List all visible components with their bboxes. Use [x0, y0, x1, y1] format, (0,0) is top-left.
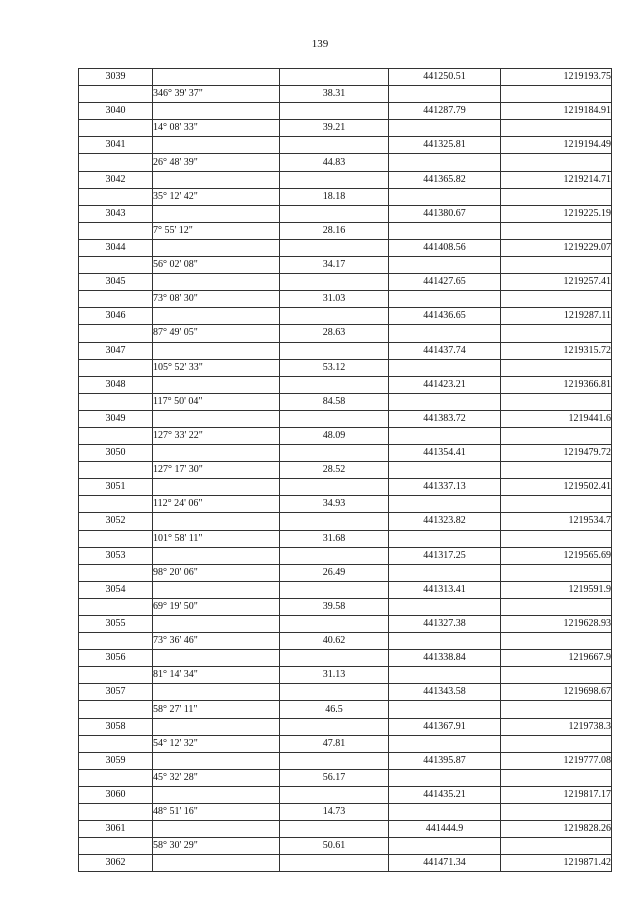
- northing-cell: [389, 633, 501, 650]
- northing-cell: 441427.65: [389, 274, 501, 291]
- point-number-cell: [79, 667, 153, 684]
- bearing-cell: [153, 684, 280, 701]
- northing-cell: 441437.74: [389, 342, 501, 359]
- northing-cell: 441380.67: [389, 205, 501, 222]
- northing-cell: 441436.65: [389, 308, 501, 325]
- table-row: [79, 393, 612, 410]
- table-row: [79, 718, 612, 735]
- easting-cell: [501, 393, 612, 410]
- point-number-cell: 3043: [79, 205, 153, 222]
- easting-cell: [501, 838, 612, 855]
- point-number-cell: 3049: [79, 410, 153, 427]
- distance-cell: [280, 581, 389, 598]
- bearing-cell: [153, 547, 280, 564]
- easting-cell: [501, 222, 612, 239]
- northing-cell: 441471.34: [389, 855, 501, 872]
- northing-cell: [389, 496, 501, 513]
- bearing-cell: 54° 12' 32": [153, 735, 280, 752]
- table-row: [79, 633, 612, 650]
- table-row: [79, 496, 612, 513]
- table-row: [79, 581, 612, 598]
- bearing-cell: [153, 855, 280, 872]
- bearing-cell: 26° 48' 39": [153, 154, 280, 171]
- distance-cell: [280, 239, 389, 256]
- table-row: [79, 239, 612, 256]
- point-number-cell: 3048: [79, 376, 153, 393]
- easting-cell: [501, 530, 612, 547]
- table-row: [79, 103, 612, 120]
- table-row: [79, 462, 612, 479]
- easting-cell: [501, 804, 612, 821]
- point-number-cell: 3041: [79, 137, 153, 154]
- northing-cell: [389, 393, 501, 410]
- table-row: [79, 410, 612, 427]
- bearing-cell: [153, 342, 280, 359]
- point-number-cell: 3060: [79, 786, 153, 803]
- northing-cell: 441435.21: [389, 786, 501, 803]
- distance-cell: [280, 616, 389, 633]
- bearing-cell: [153, 239, 280, 256]
- bearing-cell: 58° 27' 11": [153, 701, 280, 718]
- northing-cell: [389, 838, 501, 855]
- distance-cell: 39.58: [280, 598, 389, 615]
- northing-cell: [389, 462, 501, 479]
- point-number-cell: [79, 564, 153, 581]
- bearing-cell: [153, 718, 280, 735]
- point-number-cell: 3057: [79, 684, 153, 701]
- point-number-cell: [79, 804, 153, 821]
- point-number-cell: [79, 427, 153, 444]
- bearing-cell: 73° 36' 46": [153, 633, 280, 650]
- bearing-cell: [153, 274, 280, 291]
- point-number-cell: 3042: [79, 171, 153, 188]
- table-row: [79, 786, 612, 803]
- table-row: [79, 479, 612, 496]
- easting-cell: [501, 496, 612, 513]
- distance-cell: 40.62: [280, 633, 389, 650]
- bearing-cell: [153, 821, 280, 838]
- easting-cell: 1219229.07: [501, 239, 612, 256]
- distance-cell: 53.12: [280, 359, 389, 376]
- distance-cell: 26.49: [280, 564, 389, 581]
- easting-cell: [501, 188, 612, 205]
- point-number-cell: 3050: [79, 445, 153, 462]
- easting-cell: [501, 462, 612, 479]
- table-row: [79, 445, 612, 462]
- distance-cell: [280, 752, 389, 769]
- distance-cell: [280, 547, 389, 564]
- point-number-cell: 3044: [79, 239, 153, 256]
- table-row: [79, 325, 612, 342]
- table-row: [79, 188, 612, 205]
- easting-cell: 1219479.72: [501, 445, 612, 462]
- point-number-cell: 3058: [79, 718, 153, 735]
- table-row: [79, 735, 612, 752]
- bearing-cell: 127° 33' 22": [153, 427, 280, 444]
- easting-cell: [501, 291, 612, 308]
- easting-cell: [501, 598, 612, 615]
- northing-cell: [389, 769, 501, 786]
- table-row: [79, 855, 612, 872]
- table-row: [79, 86, 612, 103]
- table-row: [79, 701, 612, 718]
- bearing-cell: 69° 19' 50": [153, 598, 280, 615]
- point-number-cell: 3040: [79, 103, 153, 120]
- table-row: [79, 376, 612, 393]
- point-number-cell: [79, 633, 153, 650]
- table-row: [79, 667, 612, 684]
- point-number-cell: [79, 86, 153, 103]
- distance-cell: [280, 821, 389, 838]
- table-row: [79, 222, 612, 239]
- northing-cell: 441423.21: [389, 376, 501, 393]
- northing-cell: 441408.56: [389, 239, 501, 256]
- northing-cell: [389, 359, 501, 376]
- northing-cell: [389, 257, 501, 274]
- easting-cell: 1219214.71: [501, 171, 612, 188]
- easting-cell: [501, 120, 612, 137]
- easting-cell: [501, 735, 612, 752]
- distance-cell: 56.17: [280, 769, 389, 786]
- table-row: [79, 650, 612, 667]
- point-number-cell: 3046: [79, 308, 153, 325]
- distance-cell: 18.18: [280, 188, 389, 205]
- bearing-cell: 48° 51' 16": [153, 804, 280, 821]
- easting-cell: 1219193.75: [501, 69, 612, 86]
- easting-cell: 1219628.93: [501, 616, 612, 633]
- distance-cell: 31.03: [280, 291, 389, 308]
- point-number-cell: [79, 325, 153, 342]
- distance-cell: [280, 308, 389, 325]
- table-row: [79, 171, 612, 188]
- table-row: [79, 359, 612, 376]
- bearing-cell: [153, 479, 280, 496]
- table-row: [79, 564, 612, 581]
- point-number-cell: 3047: [79, 342, 153, 359]
- distance-cell: 48.09: [280, 427, 389, 444]
- point-number-cell: 3052: [79, 513, 153, 530]
- bearing-cell: [153, 376, 280, 393]
- table-row: [79, 598, 612, 615]
- northing-cell: 441250.51: [389, 69, 501, 86]
- distance-cell: [280, 103, 389, 120]
- easting-cell: 1219225.19: [501, 205, 612, 222]
- distance-cell: 28.63: [280, 325, 389, 342]
- distance-cell: 28.52: [280, 462, 389, 479]
- point-number-cell: [79, 120, 153, 137]
- distance-cell: [280, 410, 389, 427]
- easting-cell: [501, 325, 612, 342]
- easting-cell: 1219667.9: [501, 650, 612, 667]
- bearing-cell: 58° 30' 29": [153, 838, 280, 855]
- easting-cell: 1219591.9: [501, 581, 612, 598]
- northing-cell: [389, 564, 501, 581]
- bearing-cell: [153, 581, 280, 598]
- northing-cell: 441313.41: [389, 581, 501, 598]
- table-row: [79, 513, 612, 530]
- northing-cell: [389, 530, 501, 547]
- point-number-cell: [79, 701, 153, 718]
- bearing-cell: 87° 49' 05": [153, 325, 280, 342]
- point-number-cell: [79, 359, 153, 376]
- table-row: [79, 69, 612, 86]
- bearing-cell: 7° 55' 12": [153, 222, 280, 239]
- northing-cell: [389, 667, 501, 684]
- northing-cell: [389, 804, 501, 821]
- distance-cell: 28.16: [280, 222, 389, 239]
- northing-cell: [389, 735, 501, 752]
- distance-cell: [280, 376, 389, 393]
- distance-cell: [280, 445, 389, 462]
- table-row: [79, 769, 612, 786]
- table-row: [79, 838, 612, 855]
- bearing-cell: 81° 14' 34": [153, 667, 280, 684]
- distance-cell: 44.83: [280, 154, 389, 171]
- easting-cell: [501, 86, 612, 103]
- point-number-cell: [79, 598, 153, 615]
- distance-cell: 34.93: [280, 496, 389, 513]
- distance-cell: [280, 274, 389, 291]
- point-number-cell: 3061: [79, 821, 153, 838]
- distance-cell: [280, 718, 389, 735]
- bearing-cell: [153, 171, 280, 188]
- table-row: [79, 684, 612, 701]
- table-row: [79, 342, 612, 359]
- table-row: [79, 257, 612, 274]
- northing-cell: 441337.13: [389, 479, 501, 496]
- point-number-cell: 3059: [79, 752, 153, 769]
- bearing-cell: [153, 103, 280, 120]
- northing-cell: [389, 120, 501, 137]
- point-number-cell: [79, 257, 153, 274]
- northing-cell: 441327.38: [389, 616, 501, 633]
- bearing-cell: 73° 08' 30": [153, 291, 280, 308]
- distance-cell: 31.13: [280, 667, 389, 684]
- coordinate-table: [78, 68, 612, 872]
- bearing-cell: 101° 58' 11": [153, 530, 280, 547]
- bearing-cell: [153, 786, 280, 803]
- easting-cell: [501, 257, 612, 274]
- bearing-cell: [153, 616, 280, 633]
- northing-cell: [389, 598, 501, 615]
- easting-cell: 1219777.08: [501, 752, 612, 769]
- table-row: [79, 308, 612, 325]
- bearing-cell: 112° 24' 06": [153, 496, 280, 513]
- point-number-cell: 3051: [79, 479, 153, 496]
- northing-cell: 441325.81: [389, 137, 501, 154]
- table-row: [79, 427, 612, 444]
- bearing-cell: 127° 17' 30": [153, 462, 280, 479]
- bearing-cell: [153, 205, 280, 222]
- distance-cell: 39.21: [280, 120, 389, 137]
- distance-cell: 31.68: [280, 530, 389, 547]
- point-number-cell: [79, 291, 153, 308]
- easting-cell: 1219441.6: [501, 410, 612, 427]
- point-number-cell: [79, 188, 153, 205]
- northing-cell: 441343.58: [389, 684, 501, 701]
- coordinate-table-body: [79, 69, 612, 872]
- distance-cell: 84.58: [280, 393, 389, 410]
- distance-cell: [280, 171, 389, 188]
- bearing-cell: 14° 08' 33": [153, 120, 280, 137]
- bearing-cell: [153, 650, 280, 667]
- point-number-cell: 3053: [79, 547, 153, 564]
- point-number-cell: [79, 769, 153, 786]
- bearing-cell: [153, 445, 280, 462]
- page-number: 139: [311, 38, 329, 50]
- table-row: [79, 274, 612, 291]
- point-number-cell: 3054: [79, 581, 153, 598]
- point-number-cell: 3062: [79, 855, 153, 872]
- easting-cell: 1219828.26: [501, 821, 612, 838]
- bearing-cell: [153, 308, 280, 325]
- northing-cell: 441444.9: [389, 821, 501, 838]
- bearing-cell: [153, 752, 280, 769]
- northing-cell: 441383.72: [389, 410, 501, 427]
- bearing-cell: 105° 52' 33": [153, 359, 280, 376]
- table-row: [79, 120, 612, 137]
- table-row: [79, 530, 612, 547]
- northing-cell: [389, 701, 501, 718]
- distance-cell: [280, 786, 389, 803]
- bearing-cell: 56° 02' 08": [153, 257, 280, 274]
- easting-cell: [501, 769, 612, 786]
- northing-cell: [389, 291, 501, 308]
- distance-cell: 38.31: [280, 86, 389, 103]
- easting-cell: [501, 667, 612, 684]
- point-number-cell: [79, 462, 153, 479]
- point-number-cell: [79, 222, 153, 239]
- bearing-cell: [153, 410, 280, 427]
- bearing-cell: 117° 50' 04": [153, 393, 280, 410]
- point-number-cell: [79, 496, 153, 513]
- easting-cell: 1219315.72: [501, 342, 612, 359]
- bearing-cell: 98° 20' 06": [153, 564, 280, 581]
- point-number-cell: [79, 154, 153, 171]
- easting-cell: 1219184.91: [501, 103, 612, 120]
- northing-cell: [389, 86, 501, 103]
- distance-cell: [280, 479, 389, 496]
- easting-cell: 1219817.17: [501, 786, 612, 803]
- easting-cell: 1219502.41: [501, 479, 612, 496]
- easting-cell: 1219366.81: [501, 376, 612, 393]
- distance-cell: [280, 855, 389, 872]
- bearing-cell: 35° 12' 42": [153, 188, 280, 205]
- distance-cell: [280, 342, 389, 359]
- point-number-cell: 3056: [79, 650, 153, 667]
- northing-cell: [389, 222, 501, 239]
- easting-cell: 1219698.67: [501, 684, 612, 701]
- point-number-cell: 3039: [79, 69, 153, 86]
- distance-cell: 47.81: [280, 735, 389, 752]
- easting-cell: [501, 564, 612, 581]
- distance-cell: [280, 205, 389, 222]
- easting-cell: 1219534.7: [501, 513, 612, 530]
- distance-cell: 34.17: [280, 257, 389, 274]
- distance-cell: [280, 137, 389, 154]
- easting-cell: 1219257.41: [501, 274, 612, 291]
- easting-cell: [501, 427, 612, 444]
- northing-cell: 441338.84: [389, 650, 501, 667]
- distance-cell: [280, 69, 389, 86]
- easting-cell: 1219194.49: [501, 137, 612, 154]
- distance-cell: 50.61: [280, 838, 389, 855]
- point-number-cell: [79, 393, 153, 410]
- northing-cell: 441367.91: [389, 718, 501, 735]
- table-row: [79, 616, 612, 633]
- point-number-cell: 3045: [79, 274, 153, 291]
- table-row: [79, 137, 612, 154]
- easting-cell: [501, 359, 612, 376]
- northing-cell: 441354.41: [389, 445, 501, 462]
- northing-cell: 441365.82: [389, 171, 501, 188]
- distance-cell: [280, 684, 389, 701]
- table-row: [79, 154, 612, 171]
- bearing-cell: 45° 32' 28": [153, 769, 280, 786]
- table-row: [79, 205, 612, 222]
- bearing-cell: 346° 39' 37": [153, 86, 280, 103]
- distance-cell: [280, 650, 389, 667]
- table-row: [79, 752, 612, 769]
- bearing-cell: [153, 137, 280, 154]
- northing-cell: 441317.25: [389, 547, 501, 564]
- northing-cell: [389, 427, 501, 444]
- easting-cell: [501, 633, 612, 650]
- northing-cell: [389, 188, 501, 205]
- easting-cell: [501, 701, 612, 718]
- point-number-cell: [79, 838, 153, 855]
- table-row: [79, 804, 612, 821]
- distance-cell: 14.73: [280, 804, 389, 821]
- point-number-cell: 3055: [79, 616, 153, 633]
- bearing-cell: [153, 69, 280, 86]
- northing-cell: 441395.87: [389, 752, 501, 769]
- easting-cell: [501, 154, 612, 171]
- northing-cell: [389, 154, 501, 171]
- easting-cell: 1219565.69: [501, 547, 612, 564]
- point-number-cell: [79, 735, 153, 752]
- northing-cell: [389, 325, 501, 342]
- distance-cell: [280, 513, 389, 530]
- table-row: [79, 547, 612, 564]
- bearing-cell: [153, 513, 280, 530]
- northing-cell: 441287.79: [389, 103, 501, 120]
- table-row: [79, 821, 612, 838]
- easting-cell: 1219738.3: [501, 718, 612, 735]
- easting-cell: 1219287.11: [501, 308, 612, 325]
- northing-cell: 441323.82: [389, 513, 501, 530]
- easting-cell: 1219871.42: [501, 855, 612, 872]
- table-row: [79, 291, 612, 308]
- distance-cell: 46.5: [280, 701, 389, 718]
- point-number-cell: [79, 530, 153, 547]
